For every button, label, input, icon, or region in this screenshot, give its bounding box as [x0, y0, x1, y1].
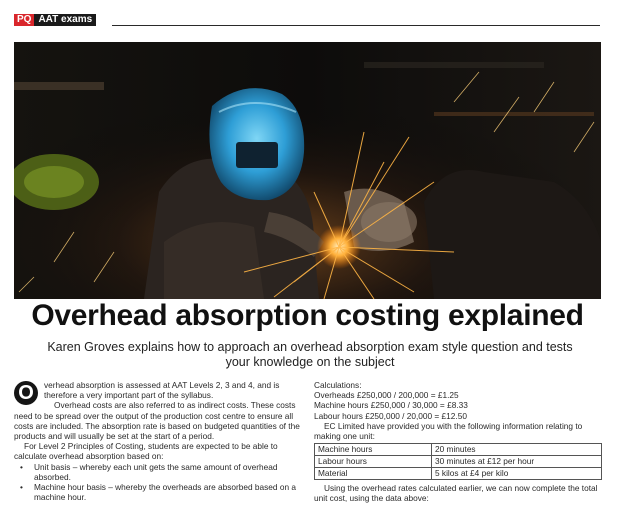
- table-intro: EC Limited have provided you with the following information relating to making one unit:: [314, 420, 583, 442]
- table-outro: Using the overhead rates calculated earlier, we can now complete the total unit cost, using the data above:: [314, 483, 598, 504]
- calc-overheads: Overheads £250,000 / 200,000 = £1.25: [314, 390, 459, 401]
- table-cell-value: 20 minutes: [432, 444, 602, 456]
- table-row: [315, 456, 602, 468]
- brand-logo: [14, 14, 96, 26]
- table-cell-label: Material: [315, 468, 432, 480]
- paragraph-intro: verhead absorption is assessed at AAT Levels 2, 3 and 4, and is therefore a very important part of the syllabus.: [44, 380, 280, 401]
- article-standfirst: Karen Groves explains how to approach an overhead absorption exam style question and tests your knowledge on the subject: [47, 340, 573, 369]
- calc-machine-hours: Machine hours £250,000 / 30,000 = £8.33: [314, 400, 468, 411]
- table-row: [315, 444, 602, 456]
- header-rule: [112, 25, 600, 26]
- table-cell-value: 30 minutes at £12 per hour: [432, 456, 602, 468]
- article-title: Overhead absorption costing explained: [31, 299, 584, 332]
- table-row: [315, 468, 602, 480]
- bullet-machine-hour-basis: • Machine hour basis – whereby the overheads are absorbed based on a machine hour.: [14, 482, 301, 502]
- bullet-unit-basis: • Unit basis – whereby each unit gets the same amount of overhead absorbed.: [14, 462, 301, 482]
- bases-list: [14, 462, 301, 503]
- paragraph-level-2: For Level 2 Principles of Costing, students are expected to be able to calculate overhead absorption based on:: [14, 441, 278, 462]
- drop-cap: O: [14, 381, 38, 405]
- brand-pq: PQ: [14, 14, 34, 26]
- paragraph-indirect-costs: Overhead costs are also referred to as indirect costs. These costs need to be spread over the output of the production cost centre to ensure all costs are included. The absorption rate is based on budgeted quantities of the products and will usually be set at the start of a period.: [14, 400, 300, 442]
- welder-photo: [14, 42, 601, 299]
- section-label: AAT exams: [38, 14, 93, 25]
- article-column-left: [14, 380, 301, 502]
- publication-header: [14, 14, 600, 28]
- table-cell-value: 5 kilos at £4 per kilo: [432, 468, 602, 480]
- calculations-heading: Calculations:: [314, 380, 362, 390]
- unit-data-table: [314, 443, 602, 480]
- hero-image-welder: [14, 42, 601, 299]
- table-cell-label: Labour hours: [315, 456, 432, 468]
- table-cell-label: Machine hours: [315, 444, 432, 456]
- article-column-right: [314, 380, 602, 504]
- calc-labour-hours: Labour hours £250,000 / 20,000 = £12.50: [314, 410, 467, 421]
